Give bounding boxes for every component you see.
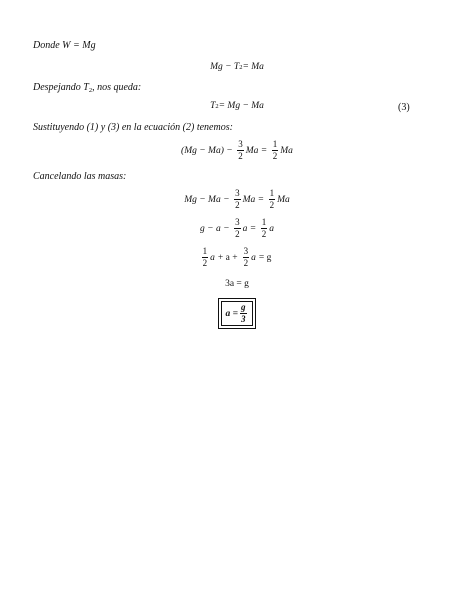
text-line-despejando <box>33 82 141 94</box>
equation-1 <box>0 62 474 72</box>
eq6-rhs: = g <box>258 252 272 263</box>
eq5-c: a <box>269 223 274 234</box>
eq1-sub: 2 <box>239 63 243 71</box>
text-donde: Donde <box>33 40 63 51</box>
math-t-sub: 2 <box>88 87 93 94</box>
eq5-frac-2-num: 1 <box>261 217 267 227</box>
eq4-frac-1-num: 3 <box>235 188 240 198</box>
equation-8-boxed-result <box>0 301 474 326</box>
eq2-sub: 2 <box>215 102 219 110</box>
eq3-c: Ma <box>280 145 293 156</box>
eq4-c: Ma <box>277 194 290 205</box>
text-line-donde <box>33 40 96 51</box>
eq6-frac-2 <box>243 247 250 268</box>
eq5-a: g − a <box>200 223 221 234</box>
text-despejando: Despejando <box>33 82 84 93</box>
eq1-rhs: = Ma <box>242 62 264 72</box>
eq4-frac-2-num: 1 <box>269 188 275 198</box>
eq6-frac-1-den: 2 <box>202 258 208 268</box>
eq4-frac-2 <box>269 189 276 210</box>
eq3-frac-2-num: 1 <box>272 139 278 149</box>
text-line-cancelando: Cancelando las masas: <box>33 171 127 182</box>
equation-number-3: (3) <box>398 102 410 113</box>
eq3-frac-1-num: 3 <box>238 139 243 149</box>
text-nos-queda: , nos queda: <box>92 82 142 93</box>
equation-6 <box>0 247 474 268</box>
eq4-b: Ma <box>242 194 256 205</box>
eq6-b: a <box>251 252 256 263</box>
math-t: T <box>83 82 89 93</box>
eq5-eq: = <box>250 223 256 234</box>
eq5-frac-2-den: 2 <box>261 229 267 239</box>
result-box <box>221 301 252 326</box>
eq3-eq: = <box>261 145 267 156</box>
eq4-a: Mg − Ma <box>184 194 221 205</box>
eq3-a: (Mg − Ma) <box>181 145 224 156</box>
eq6-frac-2-num: 3 <box>243 246 249 256</box>
eq6-frac-1-num: 1 <box>202 246 208 256</box>
eq4-frac-2-den: 2 <box>269 200 275 210</box>
eq2-rhs: = Mg − Ma <box>218 101 264 111</box>
equation-3 <box>0 140 474 161</box>
eq5-frac-1 <box>234 218 241 239</box>
eq8-frac-num: g <box>241 302 246 312</box>
eq5-frac-2 <box>261 218 268 239</box>
eq2-t: T <box>210 101 216 111</box>
eq7-text: 3a = g <box>225 279 249 289</box>
eq3-frac-2 <box>272 140 279 161</box>
math-w-mg: W = Mg <box>62 40 96 51</box>
eq8-frac <box>240 303 247 324</box>
eq1-lhs: Mg − T <box>210 62 240 72</box>
eq6-frac-2-den: 2 <box>243 258 249 268</box>
eq4-op: − <box>223 194 230 205</box>
equation-5 <box>0 218 474 239</box>
eq5-frac-1-num: 3 <box>235 217 240 227</box>
eq6-a: a <box>210 252 215 263</box>
eq3-op: − <box>226 145 233 156</box>
eq8-lhs: a = <box>225 308 239 319</box>
eq6-frac-1 <box>202 247 209 268</box>
eq3-frac-1 <box>237 140 244 161</box>
eq4-eq: = <box>258 194 264 205</box>
equation-4 <box>0 189 474 210</box>
eq4-frac-1-den: 2 <box>235 200 240 210</box>
eq5-op: − <box>223 223 230 234</box>
equation-7 <box>0 279 474 289</box>
text-line-sustituyendo: Sustituyendo (1) y (3) en la ecuación (2) tenemos: <box>33 122 233 133</box>
eq5-b: a <box>242 223 248 234</box>
eq3-b: Ma <box>245 145 259 156</box>
eq4-frac-1 <box>234 189 241 210</box>
eq5-frac-1-den: 2 <box>235 229 240 239</box>
eq6-op: + a + <box>217 252 238 263</box>
eq3-frac-1-den: 2 <box>238 151 243 161</box>
eq3-frac-2-den: 2 <box>272 151 278 161</box>
eq8-frac-den: 3 <box>241 314 246 324</box>
